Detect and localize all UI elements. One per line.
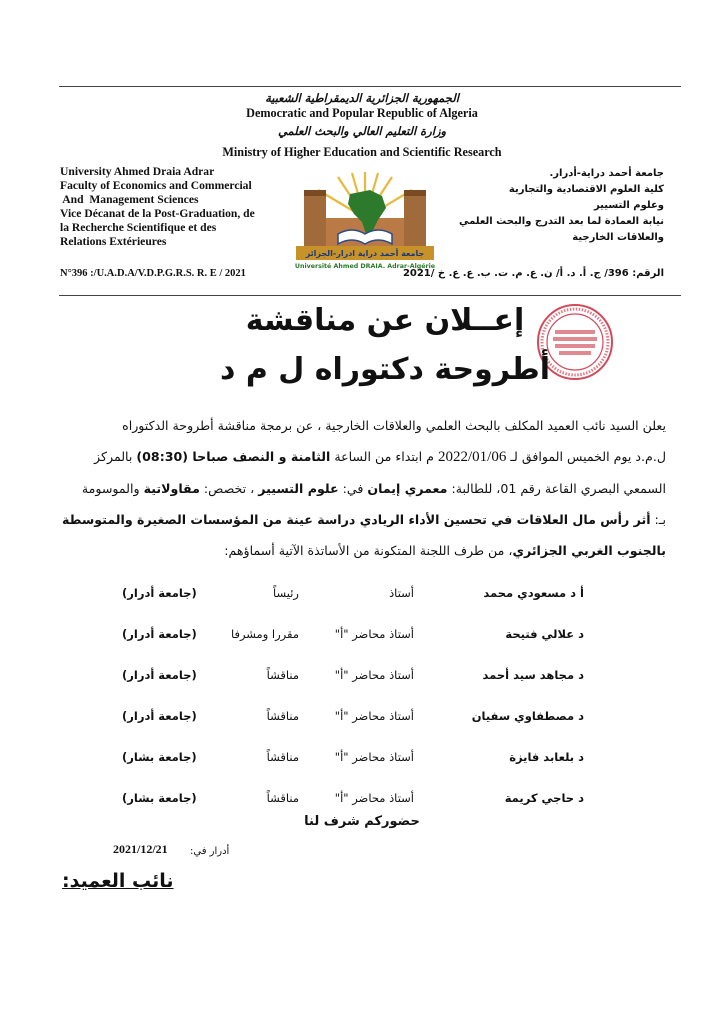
reference-number-fr: N°396 :/U.A.D.A/V.D.P.G.R.S. R. E / 2021 — [60, 268, 246, 279]
defense-date: 2022/01/06 — [437, 449, 507, 465]
info-line: جامعة أحمد دراية-أدرار. — [549, 168, 664, 179]
text-segment: ل.م.د يوم الخميس الموافق لـ — [506, 449, 666, 464]
member-university: (جامعة أدرار) — [122, 668, 197, 682]
republic-en: Democratic and Popular Republic of Algeria — [246, 106, 478, 120]
member-rank: أستاذ محاضر "أ" — [334, 627, 414, 641]
ministry-en: Ministry of Higher Education and Scientific Research — [222, 145, 502, 159]
info-line: كلية العلوم الاقتصادية والتجارية — [508, 184, 664, 195]
announcement-title: إعــلان عن مناقشة — [245, 303, 525, 338]
committee-row — [0, 668, 724, 690]
announcement-subtitle: أطروحة دكتوراه ل م د — [219, 352, 550, 387]
text-segment: ، تخصص: — [199, 481, 259, 496]
member-role: مناقشاً — [266, 750, 299, 764]
info-line: Relations Extérieures — [60, 235, 167, 248]
member-name: د مجاهد سيد أحمد — [482, 668, 584, 682]
committee-row — [0, 791, 724, 813]
field-name: علوم التسيير — [258, 481, 339, 496]
member-role: مناقشاً — [266, 668, 299, 682]
member-role: رئيساً — [273, 586, 299, 600]
reference-number-ar: الرقم: 396/ ج. أ. د. أ/ ن. ع. م. ت. ب. ع. ع. خ /2021 — [402, 268, 664, 279]
closing-phrase: حضوركم شرف لنا — [304, 814, 420, 829]
signature-title: نائب العميد: — [62, 870, 174, 892]
university-logo — [290, 168, 440, 272]
info-line: University Ahmed Draia Adrar — [60, 165, 215, 178]
thesis-title: أثر رأس مال العلاقات في تحسين الأداء الريادي دراسة عينة من المؤسسات الصغيرة والمتوسطة بالجنوب الغربي الجزائري — [62, 512, 666, 558]
university-info-fr — [60, 165, 300, 249]
member-rank: أستاذ محاضر "أ" — [334, 709, 414, 723]
body-line-4 — [62, 504, 666, 566]
info-line: وعلوم التسيير — [593, 200, 664, 211]
member-role: مناقشاً — [266, 709, 299, 723]
body-line-2 — [62, 441, 666, 473]
signing-date: 2021/12/21 — [113, 842, 168, 856]
info-line: la Recherche Scientifique et des — [60, 221, 217, 234]
text-segment: بالمركز — [94, 449, 137, 464]
top-rule — [59, 86, 681, 87]
ministry-ar: وزارة التعليم العالي والبحث العلمي — [277, 124, 447, 138]
committee-row — [0, 586, 724, 608]
body-line-1: يعلن السيد نائب العميد المكلف بالبحث العلمي والعلاقات الخارجية ، عن برمجة مناقشة أطروحة الدكتوراه — [122, 418, 666, 433]
member-university: (جامعة بشار) — [122, 791, 197, 805]
info-line: نيابة العمادة لما بعد التدرج والبحث العلمي — [458, 216, 664, 227]
republic-ar: الجمهورية الجزائرية الديمقراطية الشعبية — [265, 91, 459, 105]
member-name: د بلعابد فايزة — [509, 750, 584, 764]
text-segment: السمعي البصري القاعة رقم 01، للطالبة: — [447, 481, 666, 496]
text-segment: ، من طرف اللجنة المتكونة من الأساتذة الآتية أسماؤهم: — [224, 543, 513, 558]
text-segment: م ابتداء من الساعة — [330, 449, 438, 464]
body-line-3 — [62, 473, 666, 504]
logo-caption-en: Université Ahmed DRAIA. Adrar-Algérie — [294, 263, 436, 270]
member-rank: أستاذ محاضر "أ" — [334, 791, 414, 805]
header-rule — [59, 295, 681, 296]
member-name: أ د مسعودي محمد — [483, 586, 584, 600]
announcement-body — [62, 410, 666, 566]
member-role: مقررا ومشرفا — [230, 627, 299, 641]
logo-emblem-icon — [290, 168, 440, 272]
member-university: (جامعة أدرار) — [122, 586, 197, 600]
defense-time: الثامنة و النصف صباحا (08:30) — [136, 449, 331, 464]
member-university: (جامعة أدرار) — [122, 627, 197, 641]
text-segment: والموسومة — [81, 481, 144, 496]
specialty-name: مقاولاتية — [143, 481, 200, 496]
member-name: د حاجي كريمة — [504, 791, 584, 805]
member-rank: أستاذ — [389, 586, 414, 600]
member-university: (جامعة بشار) — [122, 750, 197, 764]
committee-row — [0, 627, 724, 649]
info-line: And Management Sciences — [60, 193, 199, 206]
student-name: معمري إيمان — [367, 481, 448, 496]
member-university: (جامعة أدرار) — [122, 709, 197, 723]
info-line: Vice Décanat de la Post-Graduation, de — [60, 207, 255, 220]
member-rank: أستاذ محاضر "أ" — [334, 750, 414, 764]
logo-caption-ar: جامعة أحمد دراية ادرار-الجزائر — [305, 249, 425, 258]
member-name: د علالي فتيحة — [505, 627, 584, 641]
university-info-ar — [458, 166, 664, 246]
info-line: Faculty of Economics and Commercial — [60, 179, 252, 192]
text-segment: بـ: — [650, 512, 666, 527]
text-segment: في: — [338, 481, 368, 496]
committee-row — [0, 709, 724, 731]
signing-place: أدرار في: — [190, 846, 230, 857]
committee-row — [0, 750, 724, 772]
member-rank: أستاذ محاضر "أ" — [334, 668, 414, 682]
member-role: مناقشاً — [266, 791, 299, 805]
member-name: د مصطفاوي سفيان — [471, 709, 584, 723]
info-line: والعلاقات الخارجية — [572, 232, 664, 243]
